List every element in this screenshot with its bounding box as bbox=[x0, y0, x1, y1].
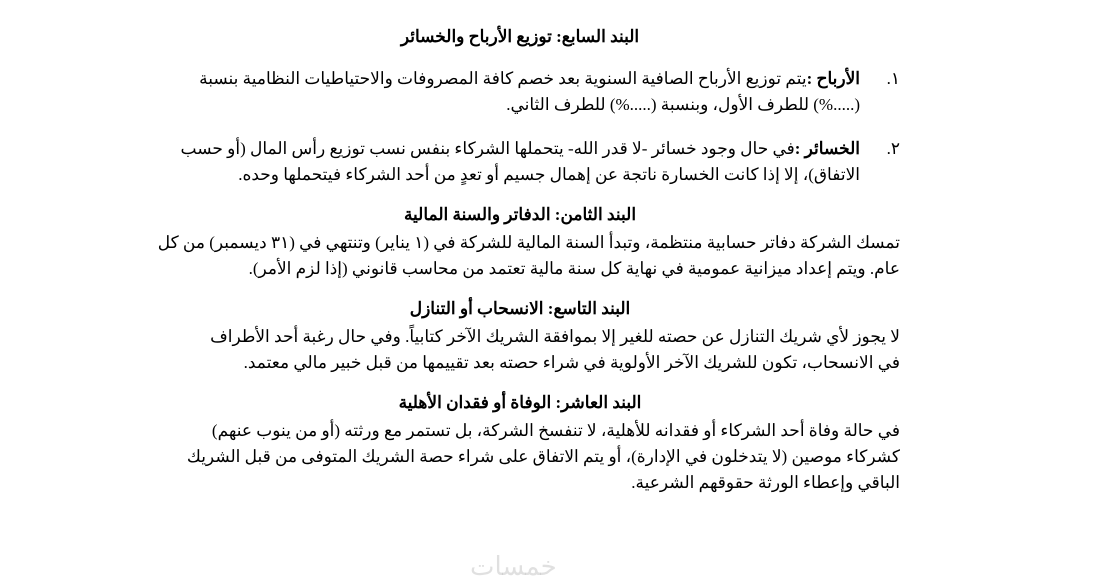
article-10-heading: البند العاشر: الوفاة أو فقدان الأهلية bbox=[398, 393, 642, 412]
item-line-2: الاتفاق)، إلا إذا كانت الخسارة ناتجة عن إهمال جسيم أو تعدٍ من أحد الشركاء فيتحملها وحده. bbox=[238, 165, 860, 184]
item-line-1: الخسائر :في حال وجود خسائر -لا قدر الله- يتحملها الشركاء بنفس نسب توزيع رأس المال (أو حسب bbox=[180, 139, 860, 158]
paragraph-line: في حالة وفاة أحد الشركاء أو فقدانه للأهلية، لا تنفسخ الشركة، بل تستمر مع ورثته (أو من ينوب عنهم) bbox=[211, 421, 900, 440]
watermark: خمسات bbox=[470, 552, 557, 582]
paragraph-line: في الانسحاب، تكون للشريك الآخر الأولوية في شراء حصته بعد تقييمها من قبل خبير مالي معتمد. bbox=[243, 353, 900, 372]
item-number: ١. bbox=[886, 69, 900, 88]
article-9-heading: البند التاسع: الانسحاب أو التنازل bbox=[409, 299, 631, 318]
article-7-item-losses bbox=[140, 136, 900, 188]
paragraph-line: لا يجوز لأي شريك التنازل عن حصته للغير إلا بموافقة الشريك الآخر كتابياً. وفي حال رغبة أحد الأطراف bbox=[210, 327, 900, 346]
item-line-1: الأرباح :يتم توزيع الأرباح الصافية السنوية بعد خصم كافة المصروفات والاحتياطيات النظامية بنسبة bbox=[199, 69, 860, 88]
article-7-item-profits bbox=[140, 66, 900, 118]
item-line-2: (.....%) للطرف الأول، وبنسبة (.....%) للطرف الثاني. bbox=[506, 95, 860, 114]
paragraph-line: تمسك الشركة دفاتر حسابية منتظمة، وتبدأ السنة المالية للشركة في (١ يناير) وتنتهي في (٣١ ديسمبر) من كل bbox=[157, 233, 900, 252]
article-8-heading: البند الثامن: الدفاتر والسنة المالية bbox=[403, 205, 637, 224]
item-number: ٢. bbox=[886, 139, 900, 158]
item-label: الخسائر : bbox=[794, 139, 860, 158]
article-9-body bbox=[140, 324, 900, 376]
paragraph-line: عام. ويتم إعداد ميزانية عمومية في نهاية كل سنة مالية تعتمد من محاسب قانوني (إذا لزم الأمر). bbox=[248, 259, 900, 278]
paragraph-line: كشركاء موصين (لا يتدخلون في الإدارة)، أو يتم الاتفاق على شراء حصة الشريك المتوفى من قبل الشريك bbox=[186, 447, 900, 466]
article-10-body bbox=[140, 418, 900, 496]
contract-document bbox=[140, 20, 900, 496]
paragraph-line: الباقي وإعطاء الورثة حقوقهم الشرعية. bbox=[631, 473, 900, 492]
article-7-heading: البند السابع: توزيع الأرباح والخسائر bbox=[400, 27, 640, 46]
item-label: الأرباح : bbox=[806, 69, 860, 88]
article-8-body bbox=[140, 230, 900, 282]
